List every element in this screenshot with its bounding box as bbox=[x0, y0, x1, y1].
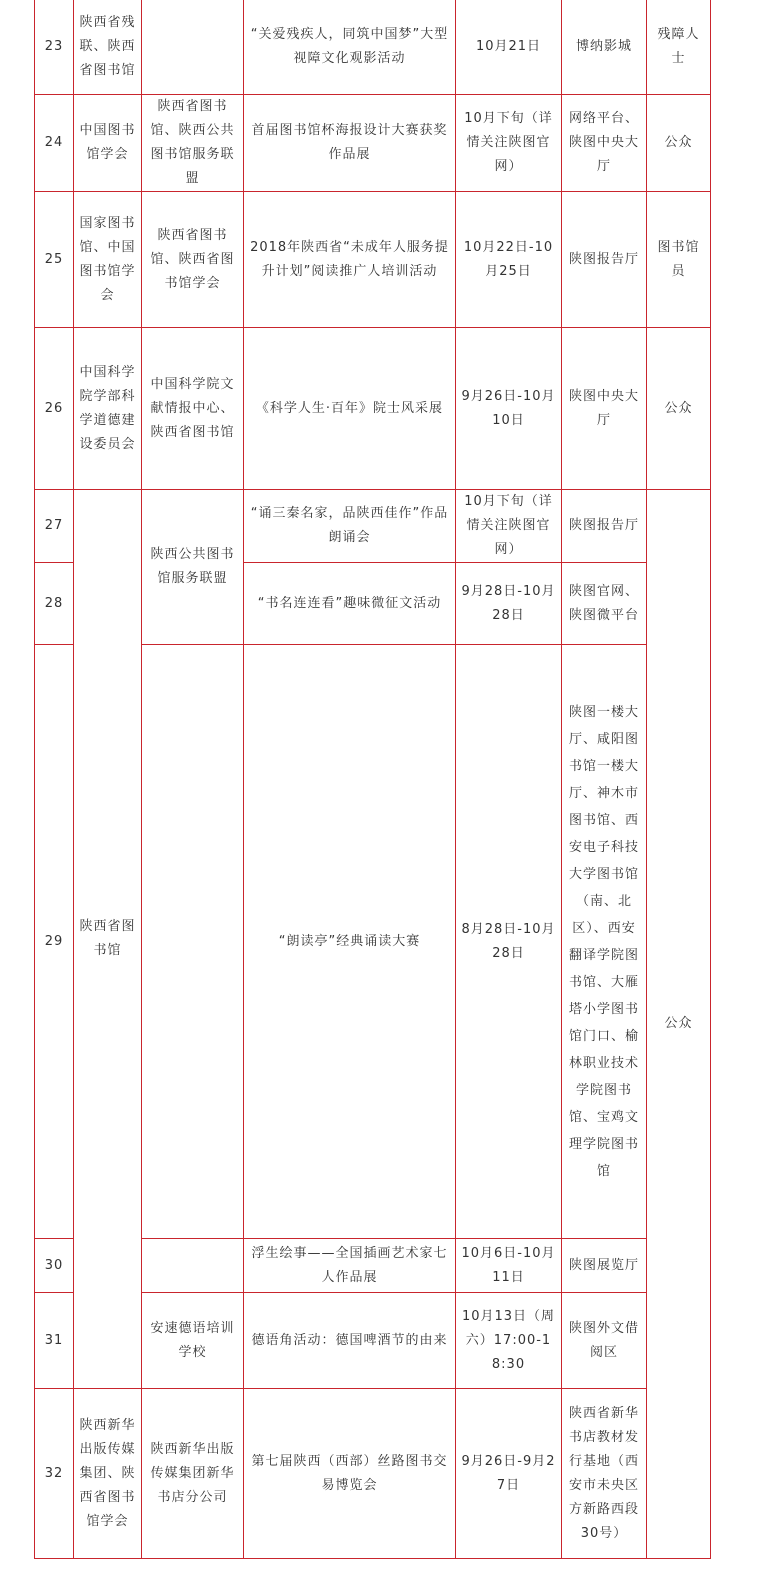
audience-cell: 公众 bbox=[647, 95, 711, 192]
venue-cell: 陕图报告厅 bbox=[562, 192, 647, 328]
time-cell: 9月26日-9月27日 bbox=[456, 1389, 562, 1559]
row-number: 30 bbox=[35, 1239, 74, 1293]
co-organizer-cell: 陕西省图书馆、陕西公共图书馆服务联盟 bbox=[142, 95, 244, 192]
audience-cell: 残障人士 bbox=[647, 0, 711, 95]
organizer-cell: 陕西省图书馆 bbox=[74, 490, 142, 1389]
time-cell: 10月22日-10月25日 bbox=[456, 192, 562, 328]
activity-cell: 第七届陕西（西部）丝路图书交易博览会 bbox=[244, 1389, 456, 1559]
co-organizer-cell: 陕西公共图书馆服务联盟 bbox=[142, 490, 244, 645]
row-number: 32 bbox=[35, 1389, 74, 1559]
time-cell: 9月26日-10月10日 bbox=[456, 328, 562, 490]
venue-cell: 陕图展览厅 bbox=[562, 1239, 647, 1293]
co-organizer-cell bbox=[142, 645, 244, 1239]
venue-cell: 网络平台、陕图中央大厅 bbox=[562, 95, 647, 192]
time-cell: 10月21日 bbox=[456, 0, 562, 95]
time-cell: 10月下旬（详情关注陕图官网） bbox=[456, 490, 562, 563]
table-row bbox=[35, 1389, 711, 1559]
time-cell: 8月28日-10月28日 bbox=[456, 645, 562, 1239]
table-row bbox=[35, 95, 711, 192]
organizer-cell: 陕西新华出版传媒集团、陕西省图书馆学会 bbox=[74, 1389, 142, 1559]
co-organizer-cell bbox=[142, 0, 244, 95]
activity-cell: 2018年陕西省“未成年人服务提升计划”阅读推广人培训活动 bbox=[244, 192, 456, 328]
activity-cell: “关爱残疾人，同筑中国梦”大型视障文化观影活动 bbox=[244, 0, 456, 95]
co-organizer-cell bbox=[142, 1239, 244, 1293]
co-organizer-cell: 安速德语培训学校 bbox=[142, 1293, 244, 1389]
co-organizer-cell: 中国科学院文献情报中心、陕西省图书馆 bbox=[142, 328, 244, 490]
time-cell: 9月28日-10月28日 bbox=[456, 563, 562, 645]
audience-cell: 图书馆员 bbox=[647, 192, 711, 328]
time-cell: 10月13日（周六）17:00-18:30 bbox=[456, 1293, 562, 1389]
table-row bbox=[35, 0, 711, 95]
co-organizer-cell: 陕西新华出版传媒集团新华书店分公司 bbox=[142, 1389, 244, 1559]
venue-cell: 陕图报告厅 bbox=[562, 490, 647, 563]
row-number: 27 bbox=[35, 490, 74, 563]
co-organizer-cell: 陕西省图书馆、陕西省图书馆学会 bbox=[142, 192, 244, 328]
row-number: 25 bbox=[35, 192, 74, 328]
audience-cell: 公众 bbox=[647, 490, 711, 1559]
venue-cell: 博纳影城 bbox=[562, 0, 647, 95]
activity-cell: 德语角活动：德国啤酒节的由来 bbox=[244, 1293, 456, 1389]
audience-cell: 公众 bbox=[647, 328, 711, 490]
activity-cell: 浮生绘事——全国插画艺术家七人作品展 bbox=[244, 1239, 456, 1293]
organizer-cell: 中国图书馆学会 bbox=[74, 95, 142, 192]
activity-cell: 首届图书馆杯海报设计大赛获奖作品展 bbox=[244, 95, 456, 192]
activity-cell: 《科学人生·百年》院士风采展 bbox=[244, 328, 456, 490]
venue-cell: 陕图外文借阅区 bbox=[562, 1293, 647, 1389]
venue-cell: 陕图中央大厅 bbox=[562, 328, 647, 490]
activity-cell: “诵三秦名家，品陕西佳作”作品朗诵会 bbox=[244, 490, 456, 563]
row-number: 26 bbox=[35, 328, 74, 490]
row-number: 28 bbox=[35, 563, 74, 645]
organizer-cell: 国家图书馆、中国图书馆学会 bbox=[74, 192, 142, 328]
time-cell: 10月下旬（详情关注陕图官网） bbox=[456, 95, 562, 192]
table-row bbox=[35, 328, 711, 490]
organizer-cell: 中国科学院学部科学道德建设委员会 bbox=[74, 328, 142, 490]
venue-cell: 陕图官网、陕图微平台 bbox=[562, 563, 647, 645]
row-number: 31 bbox=[35, 1293, 74, 1389]
row-number: 29 bbox=[35, 645, 74, 1239]
activity-cell: “书名连连看”趣味微征文活动 bbox=[244, 563, 456, 645]
time-cell: 10月6日-10月11日 bbox=[456, 1239, 562, 1293]
table-row bbox=[35, 490, 711, 563]
table-row bbox=[35, 192, 711, 328]
row-number: 24 bbox=[35, 95, 74, 192]
venue-cell: 陕图一楼大厅、咸阳图书馆一楼大厅、神木市图书馆、西安电子科技大学图书馆（南、北区）、西安翻译学院图书馆、大雁塔小学图书馆门口、榆林职业技术学院图书馆、宝鸡文理学院图书馆 bbox=[562, 645, 647, 1239]
row-number: 23 bbox=[35, 0, 74, 95]
activity-cell: “朗读亭”经典诵读大赛 bbox=[244, 645, 456, 1239]
events-table bbox=[34, 0, 711, 1559]
organizer-cell: 陕西省残联、陕西省图书馆 bbox=[74, 0, 142, 95]
venue-cell: 陕西省新华书店教材发行基地（西安市未央区方新路西段30号） bbox=[562, 1389, 647, 1559]
